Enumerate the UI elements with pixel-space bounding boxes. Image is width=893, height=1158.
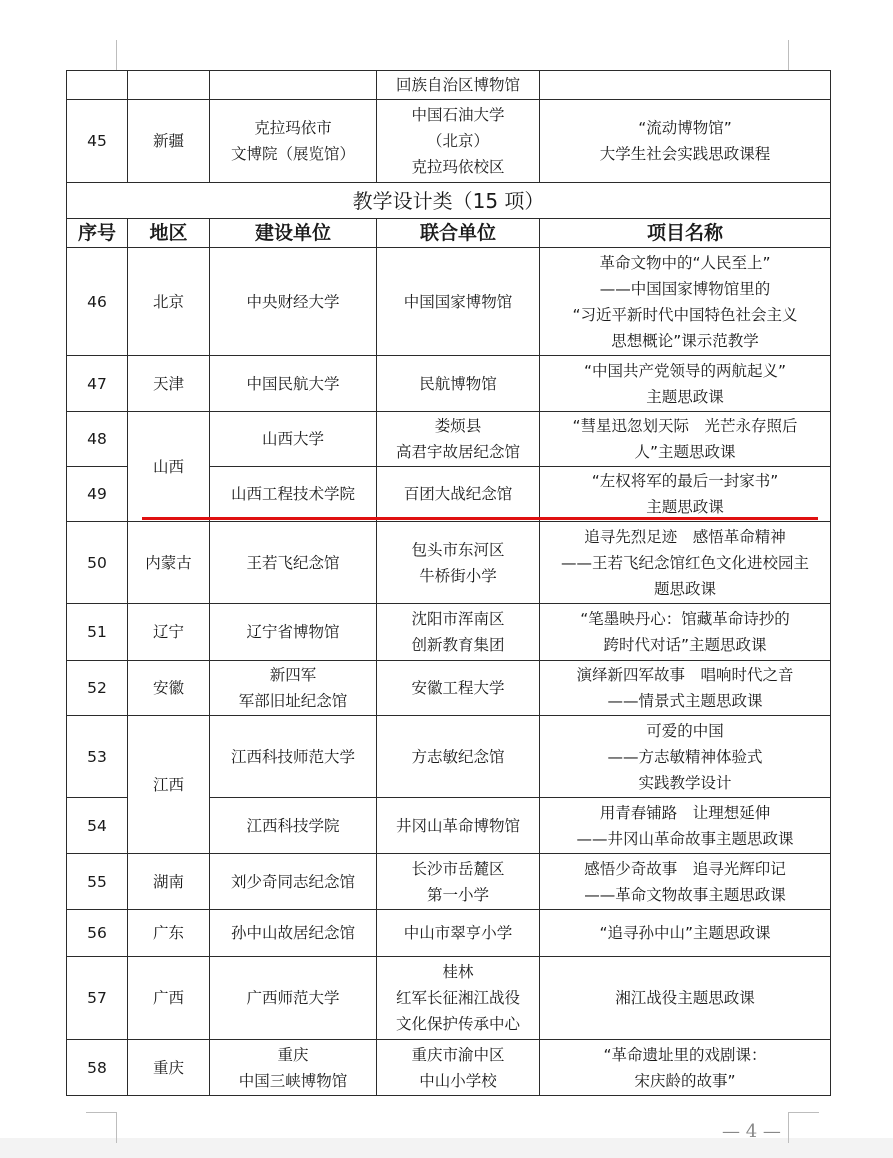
header-seq: 序号 <box>67 219 128 248</box>
seq-cell: 57 <box>67 957 128 1040</box>
seq-cell: 58 <box>67 1040 128 1096</box>
region-cell: 天津 <box>128 356 210 412</box>
seq-cell: 53 <box>67 716 128 798</box>
builder-cell: 山西大学 <box>210 412 377 467</box>
crop-mark-bottom-right <box>788 1112 819 1143</box>
partner-cell: 方志敏纪念馆 <box>377 716 540 798</box>
project-cell: “中国共产党领导的两航起义” 主题思政课 <box>540 356 831 412</box>
table-row <box>67 854 831 910</box>
table-row <box>67 661 831 716</box>
region-cell: 江西 <box>128 716 210 854</box>
seq-cell: 56 <box>67 910 128 957</box>
partner-cell: 长沙市岳麓区 第一小学 <box>377 854 540 910</box>
project-cell: 革命文物中的“人民至上” ——中国国家博物馆里的 “习近平新时代中国特色社会主义 思想概论”课示范教学 <box>540 248 831 356</box>
region-cell: 新疆 <box>128 100 210 183</box>
table-row <box>67 248 831 356</box>
partner-cell: 重庆市渝中区 中山小学校 <box>377 1040 540 1096</box>
partner-cell: 沈阳市浑南区 创新教育集团 <box>377 604 540 661</box>
region-cell <box>128 71 210 100</box>
builder-cell: 克拉玛依市 文博院（展览馆） <box>210 100 377 183</box>
region-cell: 广东 <box>128 910 210 957</box>
region-cell: 山西 <box>128 412 210 522</box>
header-project: 项目名称 <box>540 219 831 248</box>
crop-mark-bottom-left <box>86 1112 117 1143</box>
seq-cell: 47 <box>67 356 128 412</box>
project-cell: “追寻孙中山”主题思政课 <box>540 910 831 957</box>
section-row <box>67 183 831 219</box>
red-underline-annotation <box>142 517 818 520</box>
project-cell: 演绎新四军故事 唱响时代之音 ——情景式主题思政课 <box>540 661 831 716</box>
table-row <box>67 356 831 412</box>
partner-cell: 娄烦县 高君宇故居纪念馆 <box>377 412 540 467</box>
region-cell: 重庆 <box>128 1040 210 1096</box>
partner-cell: 井冈山革命博物馆 <box>377 798 540 854</box>
region-cell: 内蒙古 <box>128 522 210 604</box>
builder-cell: 新四军 军部旧址纪念馆 <box>210 661 377 716</box>
header-row <box>67 219 831 248</box>
partner-cell: 回族自治区博物馆 <box>377 71 540 100</box>
builder-cell: 中央财经大学 <box>210 248 377 356</box>
partner-cell: 包头市东河区 牛桥街小学 <box>377 522 540 604</box>
builder-cell: 中国民航大学 <box>210 356 377 412</box>
builder-cell <box>210 71 377 100</box>
project-cell: 追寻先烈足迹 感悟革命精神 ——王若飞纪念馆红色文化进校园主 题思政课 <box>540 522 831 604</box>
seq-cell: 51 <box>67 604 128 661</box>
table-row <box>67 957 831 1040</box>
header-builder: 建设单位 <box>210 219 377 248</box>
seq-cell: 54 <box>67 798 128 854</box>
project-table <box>66 70 831 1096</box>
project-cell: 可爱的中国 ——方志敏精神体验式 实践教学设计 <box>540 716 831 798</box>
builder-cell: 辽宁省博物馆 <box>210 604 377 661</box>
builder-cell: 刘少奇同志纪念馆 <box>210 854 377 910</box>
table-row <box>67 100 831 183</box>
header-region: 地区 <box>128 219 210 248</box>
builder-cell: 江西科技学院 <box>210 798 377 854</box>
builder-cell: 重庆 中国三峡博物馆 <box>210 1040 377 1096</box>
partner-cell: 中国石油大学 （北京） 克拉玛依校区 <box>377 100 540 183</box>
seq-cell: 46 <box>67 248 128 356</box>
region-cell: 安徽 <box>128 661 210 716</box>
project-cell: 感悟少奇故事 追寻光辉印记 ——革命文物故事主题思政课 <box>540 854 831 910</box>
builder-cell: 江西科技师范大学 <box>210 716 377 798</box>
project-cell: “彗星迅忽划天际 光芒永存照后 人”主题思政课 <box>540 412 831 467</box>
table-row <box>67 716 831 798</box>
partner-cell: 中山市翠亨小学 <box>377 910 540 957</box>
region-cell: 辽宁 <box>128 604 210 661</box>
region-cell: 北京 <box>128 248 210 356</box>
builder-cell: 广西师范大学 <box>210 957 377 1040</box>
project-cell: “流动博物馆” 大学生社会实践思政课程 <box>540 100 831 183</box>
crop-mark-top-right <box>788 40 789 70</box>
seq-cell: 50 <box>67 522 128 604</box>
partner-cell: 桂林 红军长征湘江战役 文化保护传承中心 <box>377 957 540 1040</box>
table-row <box>67 910 831 957</box>
project-cell: 湘江战役主题思政课 <box>540 957 831 1040</box>
table-row <box>67 522 831 604</box>
builder-cell: 山西工程技术学院 <box>210 467 377 522</box>
partner-cell: 中国国家博物馆 <box>377 248 540 356</box>
page-number: — 4 — <box>722 1121 781 1142</box>
project-cell: “笔墨映丹心：馆藏革命诗抄的 跨时代对话”主题思政课 <box>540 604 831 661</box>
section-title: 教学设计类（15 项） <box>67 183 831 219</box>
partner-cell: 安徽工程大学 <box>377 661 540 716</box>
project-cell: 用青春铺路 让理想延伸 ——井冈山革命故事主题思政课 <box>540 798 831 854</box>
project-cell: “左权将军的最后一封家书” 主题思政课 <box>540 467 831 522</box>
table-row <box>67 1040 831 1096</box>
header-partner: 联合单位 <box>377 219 540 248</box>
seq-cell: 52 <box>67 661 128 716</box>
seq-cell <box>67 71 128 100</box>
seq-cell: 55 <box>67 854 128 910</box>
partner-cell: 百团大战纪念馆 <box>377 467 540 522</box>
table-row <box>67 71 831 100</box>
seq-cell: 49 <box>67 467 128 522</box>
builder-cell: 孙中山故居纪念馆 <box>210 910 377 957</box>
builder-cell: 王若飞纪念馆 <box>210 522 377 604</box>
region-cell: 广西 <box>128 957 210 1040</box>
table-row <box>67 412 831 467</box>
table-row <box>67 604 831 661</box>
partner-cell: 民航博物馆 <box>377 356 540 412</box>
project-cell: “革命遗址里的戏剧课： 宋庆龄的故事” <box>540 1040 831 1096</box>
seq-cell: 45 <box>67 100 128 183</box>
seq-cell: 48 <box>67 412 128 467</box>
region-cell: 湖南 <box>128 854 210 910</box>
project-cell <box>540 71 831 100</box>
crop-mark-top-left <box>116 40 117 70</box>
